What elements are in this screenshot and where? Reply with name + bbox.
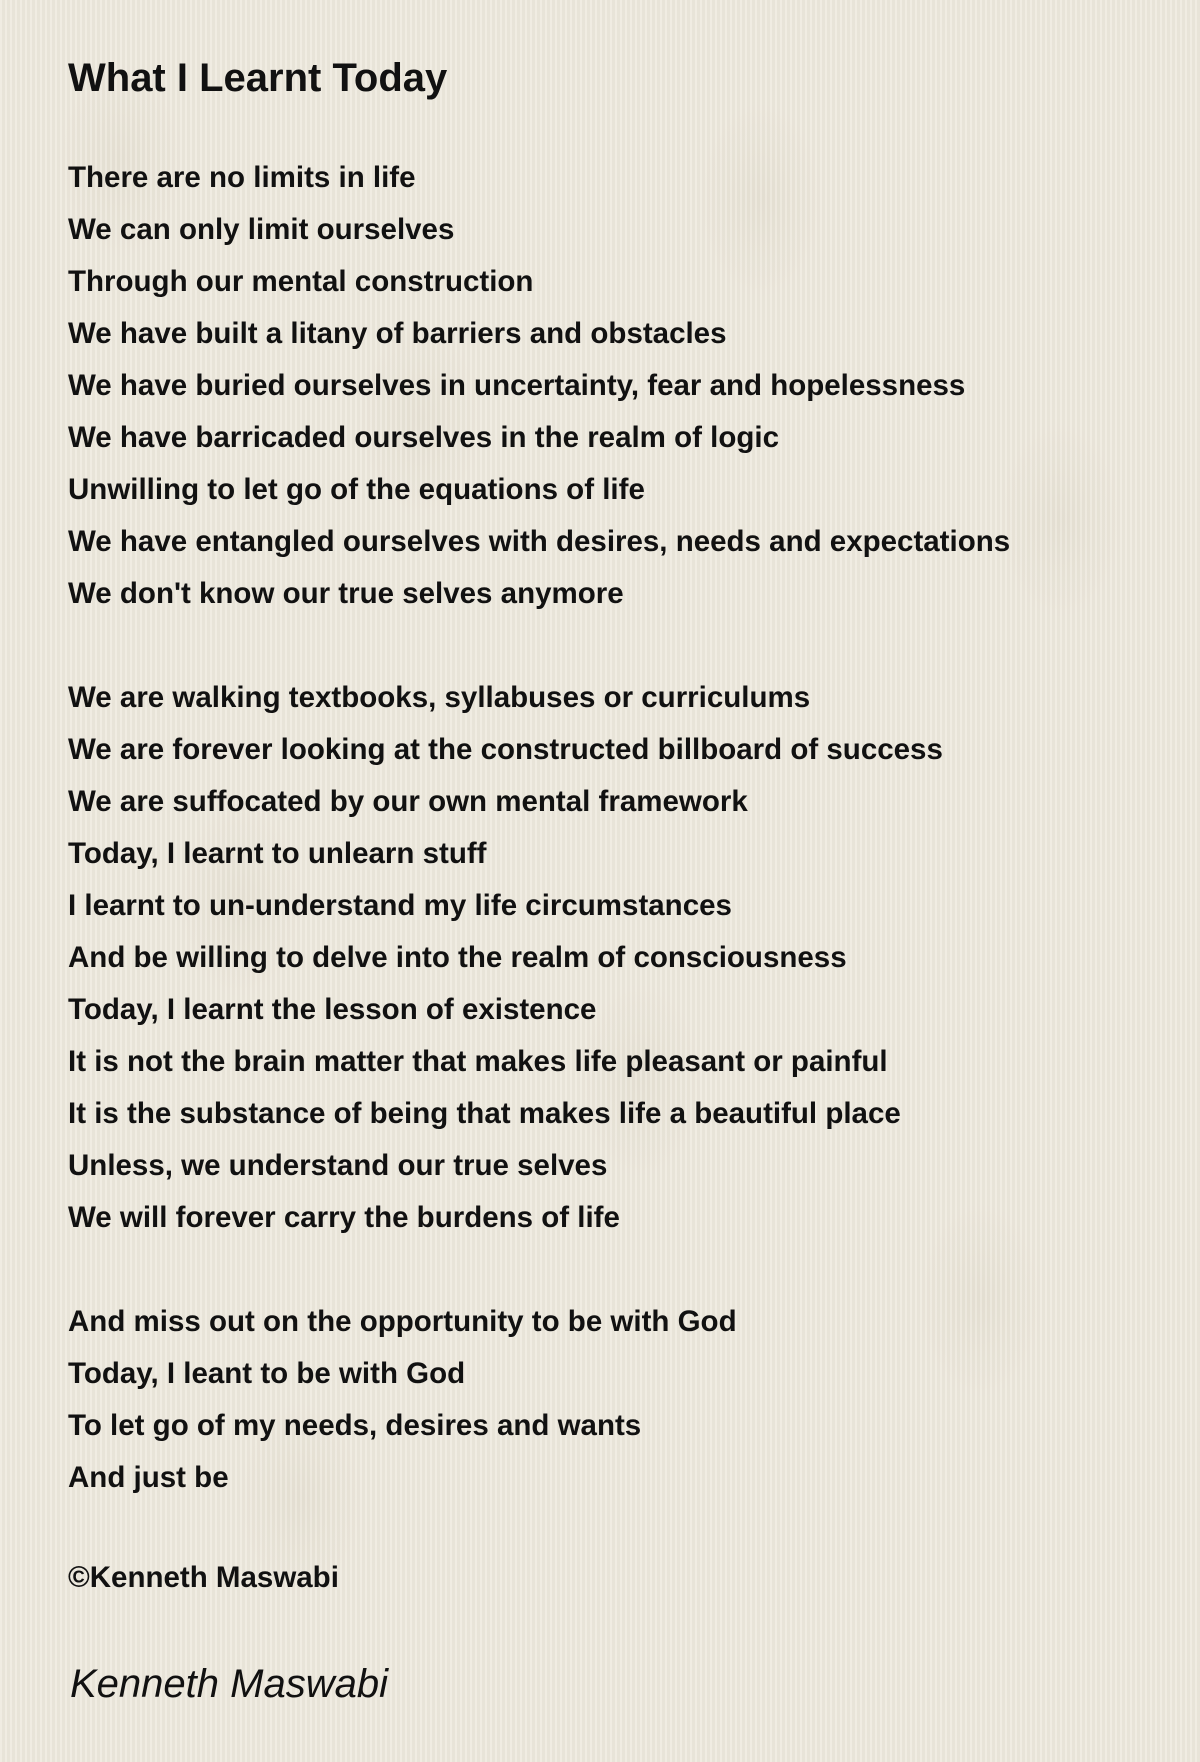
poem-line: We have built a litany of barriers and obstacles	[68, 317, 727, 350]
poem-line: It is the substance of being that makes life a beautiful place	[68, 1097, 901, 1130]
poem-line: We can only limit ourselves	[68, 213, 455, 246]
stanza-1	[68, 152, 1158, 620]
poem-body	[68, 152, 1158, 1504]
poem-line: We are walking textbooks, syllabuses or curriculums	[68, 681, 811, 714]
poem-title: What I Learnt Today	[68, 56, 448, 100]
stanza-3	[68, 1296, 1158, 1504]
copyright-notice: ©Kenneth Maswabi	[68, 1561, 339, 1594]
poem-line: It is not the brain matter that makes life pleasant or painful	[68, 1045, 888, 1078]
author-name: Kenneth Maswabi	[70, 1662, 388, 1706]
poem-line: Unless, we understand our true selves	[68, 1149, 608, 1182]
poem-line: We have buried ourselves in uncertainty, fear and hopelessness	[68, 369, 966, 402]
poem-line: Today, I learnt to unlearn stuff	[68, 837, 487, 870]
stanza-2	[68, 672, 1158, 1244]
poem-line: Today, I learnt the lesson of existence	[68, 993, 597, 1026]
poem-line: We are suffocated by our own mental framework	[68, 785, 748, 818]
stanza-break	[68, 1244, 1158, 1296]
poem-line: We will forever carry the burdens of life	[68, 1201, 620, 1234]
poem-line: Through our mental construction	[68, 265, 534, 298]
poem-line: We have entangled ourselves with desires, needs and expectations	[68, 525, 1011, 558]
poem-line: To let go of my needs, desires and wants	[68, 1409, 642, 1442]
poem-line: Unwilling to let go of the equations of life	[68, 473, 645, 506]
stanza-break	[68, 620, 1158, 672]
poem-line: We are forever looking at the constructed billboard of success	[68, 733, 943, 766]
poem-line: And miss out on the opportunity to be with God	[68, 1305, 737, 1338]
poem-line: And just be	[68, 1461, 229, 1494]
poem-line: And be willing to delve into the realm of consciousness	[68, 941, 847, 974]
poem-line: Today, I leant to be with God	[68, 1357, 466, 1390]
poem-line: We have barricaded ourselves in the realm of logic	[68, 421, 779, 454]
poem-page	[68, 48, 1158, 1706]
poem-line: There are no limits in life	[68, 161, 416, 194]
poem-line: We don't know our true selves anymore	[68, 577, 624, 610]
poem-line: I learnt to un-understand my life circumstances	[68, 889, 732, 922]
